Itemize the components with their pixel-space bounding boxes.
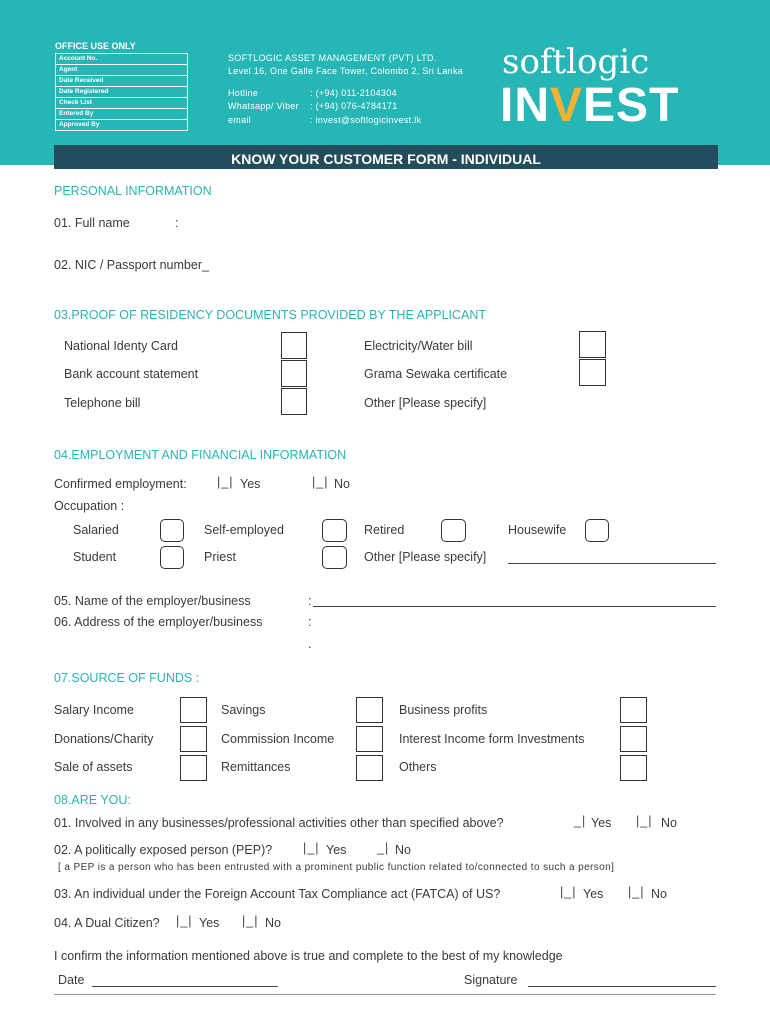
employer-name-label: 05. Name of the employer/business [54,594,251,608]
occ-priest-checkbox[interactable] [322,546,347,569]
q4-no-checkbox[interactable]: | _ | [242,914,258,928]
occ-student: Student [73,550,117,564]
occupation-label: Occupation : [54,499,125,513]
residency-grama: Grama Sewaka certificate [364,367,508,381]
funds-others-checkbox[interactable] [620,755,647,781]
occ-self-employed: Self-employed [204,523,284,537]
occ-other-line[interactable] [508,563,716,564]
q4-no-label: No [265,916,281,930]
funds-savings-checkbox[interactable] [356,697,383,723]
q3-yes-label: Yes [583,887,604,901]
q2-yes-checkbox[interactable]: | _ | [303,841,319,855]
date-label: Date [58,973,85,987]
residency-electricity: Electricity/Water bill [364,339,473,353]
full-name-colon: : [175,216,179,230]
employer-name-line[interactable] [313,606,716,607]
whatsapp-value: : (+94) 076-4784171 [310,101,398,111]
hotline-value: : (+94) 011-2104304 [310,88,397,98]
employment-yes-label: Yes [240,477,261,491]
residency-bank: Bank account statement [64,367,199,381]
funds-sale-assets-checkbox[interactable] [180,755,207,781]
employment-yes-checkbox[interactable]: | _ | [217,475,233,489]
funds-interest: Interest Income form Investments [399,732,585,746]
occ-housewife: Housewife [508,523,567,537]
funds-salary: Salary Income [54,703,134,717]
logo-invest-part: IN [500,79,550,132]
occ-priest: Priest [204,550,236,564]
q1-no-checkbox[interactable]: | _ | [636,814,652,828]
residency-grama-checkbox[interactable] [579,359,606,386]
residency-electricity-checkbox[interactable] [579,331,606,358]
funds-heading: 07.SOURCE OF FUNDS : [54,671,200,685]
residency-bank-checkbox[interactable] [281,360,307,387]
office-use-table [55,53,188,131]
email-value: : invest@softlogicinvest.lk [310,115,422,125]
employer-address-dot: . [308,637,312,651]
residency-other: Other [Please specify] [364,396,487,410]
q3-yes-checkbox[interactable]: | _ | [560,885,576,899]
q1-yes-checkbox[interactable]: _ | [573,814,586,828]
q4-yes-checkbox[interactable]: | _ | [176,914,192,928]
q1-yes-label: Yes [591,816,612,830]
logo-invest-part: EST [583,79,680,132]
hotline-label: Hotline [228,88,259,98]
q1-no-label: No [661,816,677,830]
employment-heading: 04.EMPLOYMENT AND FINANCIAL INFORMATION [54,448,347,462]
office-row: Check List [56,98,187,109]
email-label: email [228,115,252,125]
logo-invest-v: V [550,79,584,132]
employment-no-checkbox[interactable]: | _ | [312,475,328,489]
whatsapp-label: Whatsapp/ Viber [228,101,299,111]
occ-student-checkbox[interactable] [160,546,184,569]
employer-name-colon: : [308,594,312,608]
funds-remittances-checkbox[interactable] [356,755,383,781]
q3-no-label: No [651,887,667,901]
q2-yes-label: Yes [326,843,347,857]
q2-no-label: No [395,843,411,857]
residency-heading: 03.PROOF OF RESIDENCY DOCUMENTS PROVIDED BY THE APPLICANT [54,308,487,322]
occ-housewife-checkbox[interactable] [585,519,609,542]
office-use-title: OFFICE USE ONLY [55,41,136,51]
company-name: SOFTLOGIC ASSET MANAGEMENT (PVT) LTD. [228,53,437,63]
occ-retired-checkbox[interactable] [441,519,466,542]
areyou-q1: 01. Involved in any businesses/professional activities other than specified above? [54,816,504,830]
funds-business: Business profits [399,703,488,717]
areyou-heading: 08.ARE YOU: [54,793,131,807]
pep-note: [ a PEP is a person who has been entrusted with a prominent public function related to/connected to such a person] [58,862,615,873]
occ-retired: Retired [364,523,405,537]
areyou-q3: 03. An individual under the Foreign Account Tax Compliance act (FATCA) of US? [54,887,501,901]
signature-label: Signature [464,973,518,987]
full-name-label: 01. Full name [54,216,130,230]
funds-others: Others [399,760,437,774]
employment-no-label: No [334,477,350,491]
occ-other: Other [Please specify] [364,550,487,564]
funds-commission: Commission Income [221,732,335,746]
date-line[interactable] [92,986,278,987]
confirmed-employment-label: Confirmed employment: [54,477,187,491]
signature-line[interactable] [528,986,716,987]
funds-donations: Donations/Charity [54,732,154,746]
personal-heading: PERSONAL INFORMATION [54,184,212,198]
office-row: Approved By [59,121,100,128]
q4-yes-label: Yes [199,916,220,930]
nic-label: 02. NIC / Passport number_ [54,258,209,272]
office-row: Date Received [56,76,187,87]
logo-softlogic: softlogic [502,42,650,82]
funds-interest-checkbox[interactable] [620,726,647,752]
funds-sale-assets: Sale of assets [54,760,133,774]
occ-salaried: Salaried [73,523,119,537]
employer-address-colon: : [308,615,312,629]
company-address: Level 16, One Galle Face Tower, Colombo 2, Sri Lanka [228,66,464,76]
occ-self-employed-checkbox[interactable] [322,519,347,542]
office-row: Entered By [56,109,187,120]
q2-no-checkbox[interactable]: _ | [376,841,389,855]
form-title: KNOW YOUR CUSTOMER FORM - INDIVIDUAL [54,145,718,169]
residency-nic: National Identy Card [64,339,178,353]
funds-salary-checkbox[interactable] [180,697,207,723]
areyou-q4: 04. A Dual Citizen? [54,916,160,930]
q3-no-checkbox[interactable]: | _ | [628,885,644,899]
office-row: Agent [56,65,187,76]
funds-remittances: Remittances [221,760,291,774]
logo-invest [500,78,679,133]
confirmation-statement: I confirm the information mentioned above is true and complete to the best of my knowledge [54,949,563,963]
funds-commission-checkbox[interactable] [356,726,383,752]
areyou-q2: 02. A politically exposed person (PEP)? [54,843,273,857]
funds-donations-checkbox[interactable] [180,726,207,752]
funds-business-checkbox[interactable] [620,697,647,723]
employer-address-label: 06. Address of the employer/business [54,615,263,629]
office-row: Date Registered [56,87,187,98]
occ-salaried-checkbox[interactable] [160,519,184,542]
residency-telephone-checkbox[interactable] [281,388,307,415]
residency-nic-checkbox[interactable] [281,332,307,359]
office-row: Account No. [56,54,187,65]
residency-telephone: Telephone bill [64,396,141,410]
footer-rule [54,994,716,995]
funds-savings: Savings [221,703,266,717]
